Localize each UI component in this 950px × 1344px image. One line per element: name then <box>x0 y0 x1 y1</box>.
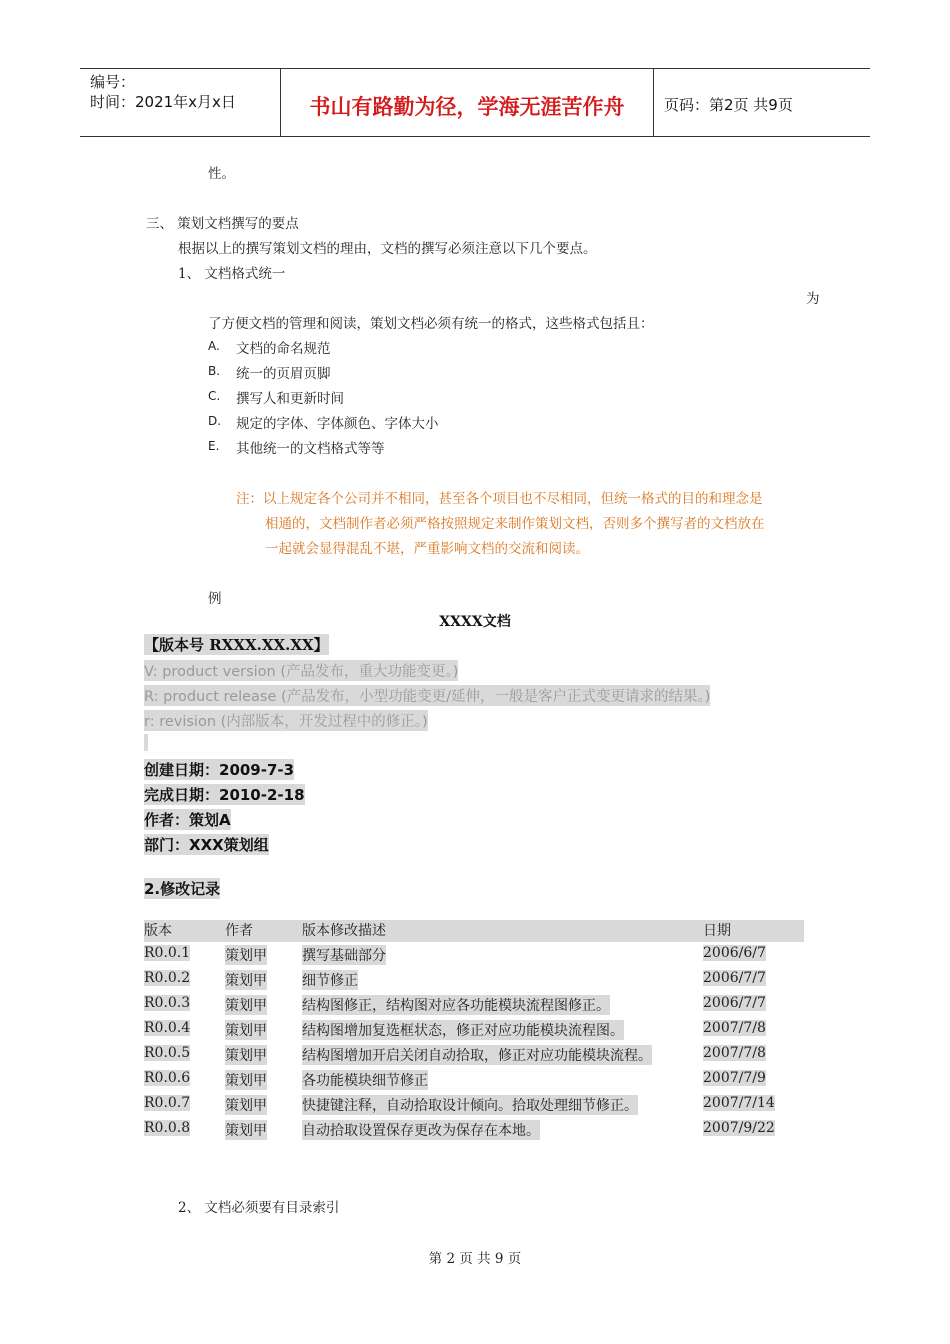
version-line: 【版本号 RXXX.XX.XX】 <box>144 636 329 654</box>
cell-author: 策划甲 <box>225 970 267 990</box>
column-header: 作者 <box>225 923 253 939</box>
header-number: 编号： <box>90 73 136 91</box>
list-letter: B. <box>208 364 221 378</box>
cell-description: 结构图增加复选框状态，修正对应功能模块流程图。 <box>302 1020 624 1040</box>
created-date: 创建日期：2009-7-3 <box>144 761 295 779</box>
list-letter: C. <box>208 389 221 403</box>
text-xing: 性。 <box>208 166 235 182</box>
list-text: 文档的命名规范 <box>236 341 331 357</box>
cell-date: 2007/7/9 <box>703 1070 766 1086</box>
header-page-number: 页码：第2页 共9页 <box>664 96 793 114</box>
header-motto-cell <box>281 69 654 136</box>
list-text: 其他统一的文档格式等等 <box>236 441 385 457</box>
empty-highlight-line <box>144 734 148 751</box>
list-text: 撰写人和更新时间 <box>236 391 344 407</box>
cell-author: 策划甲 <box>225 1045 267 1065</box>
list-text: 规定的字体、字体颜色、字体大小 <box>236 416 439 432</box>
cell-date: 2007/7/8 <box>703 1045 766 1061</box>
cell-date: 2006/7/7 <box>703 970 766 986</box>
cell-author: 策划甲 <box>225 1120 267 1140</box>
item1-text: 了方便文档的管理和阅读，策划文档必须有统一的格式，这些格式包括且： <box>208 316 654 332</box>
note-line: 相通的，文档制作者必须严格按照规定来制作策划文档，否则多个撰写者的文档放在 <box>265 516 765 532</box>
cell-version: R0.0.2 <box>144 970 191 986</box>
header-time: 时间：2021年x月x日 <box>90 93 236 111</box>
text-wei: 为 <box>806 291 820 307</box>
cell-date: 2006/7/7 <box>703 995 766 1011</box>
cell-date: 2006/6/7 <box>703 945 766 961</box>
cell-version: R0.0.4 <box>144 1020 191 1036</box>
version-note: r: revision (内部版本，开发过程中的修正。) <box>144 710 428 731</box>
section3-intro: 根据以上的撰写策划文档的理由，文档的撰写必须注意以下几个要点。 <box>178 241 597 257</box>
header-info-cell <box>80 69 281 136</box>
cell-description: 快捷键注释，自动拾取设计倾向。拾取处理细节修正。 <box>302 1095 638 1115</box>
cell-description: 结构图修正，结构图对应各功能模块流程图修正。 <box>302 995 610 1015</box>
example-label: 例 <box>208 591 222 607</box>
cell-author: 策划甲 <box>225 1070 267 1090</box>
cell-description: 各功能模块细节修正 <box>302 1070 428 1090</box>
column-header: 日期 <box>703 923 731 939</box>
table-header-row <box>144 920 804 942</box>
section3-title: 三、 策划文档撰写的要点 <box>146 216 299 232</box>
list-letter: E. <box>208 439 220 453</box>
cell-version: R0.0.3 <box>144 995 191 1011</box>
list-text: 统一的页眉页脚 <box>236 366 331 382</box>
note-line: 一起就会显得混乱不堪，严重影响文档的交流和阅读。 <box>265 541 589 557</box>
cell-date: 2007/7/14 <box>703 1095 775 1111</box>
cell-description: 细节修正 <box>302 970 358 990</box>
list-letter: A. <box>208 339 220 353</box>
page-header <box>80 68 870 137</box>
item2-title: 2、 文档必须要有目录索引 <box>178 1200 340 1216</box>
cell-version: R0.0.7 <box>144 1095 191 1111</box>
note-line: 注：以上规定各个公司并不相同，甚至各个项目也不尽相同，但统一格式的目的和理念是 <box>236 491 763 507</box>
cell-version: R0.0.1 <box>144 945 191 961</box>
cell-description: 自动拾取设置保存更改为保存在本地。 <box>302 1120 540 1140</box>
cell-author: 策划甲 <box>225 995 267 1015</box>
header-motto: 书山有路勤为径，学海无涯苦作舟 <box>309 95 625 119</box>
column-header: 版本 <box>144 923 172 939</box>
header-page-cell <box>654 69 870 136</box>
cell-author: 策划甲 <box>225 945 267 965</box>
version-note: V: product version (产品发布，重大功能变更。) <box>144 660 458 681</box>
cell-version: R0.0.8 <box>144 1120 191 1136</box>
revision-title: 2.修改记录 <box>144 880 221 898</box>
cell-date: 2007/7/8 <box>703 1020 766 1036</box>
version-note: R: product release (产品发布，小型功能变更/延伸，一般是客户正式变更请求的结果。) <box>144 685 710 706</box>
author: 作者：策划A <box>144 811 231 829</box>
cell-date: 2007/9/22 <box>703 1120 775 1136</box>
department: 部门：XXX策划组 <box>144 836 269 854</box>
cell-author: 策划甲 <box>225 1095 267 1115</box>
page-footer: 第 2 页 共 9 页 <box>428 1251 522 1267</box>
completed-date: 完成日期：2010-2-18 <box>144 786 305 804</box>
cell-author: 策划甲 <box>225 1020 267 1040</box>
cell-version: R0.0.5 <box>144 1045 191 1061</box>
cell-description: 结构图增加开启关闭自动拾取，修正对应功能模块流程。 <box>302 1045 652 1065</box>
doc-title: XXXX文档 <box>439 614 511 630</box>
item1-title: 1、 文档格式统一 <box>178 266 286 282</box>
cell-description: 撰写基础部分 <box>302 945 386 965</box>
cell-version: R0.0.6 <box>144 1070 191 1086</box>
list-letter: D. <box>208 414 222 428</box>
column-header: 版本修改描述 <box>302 923 386 939</box>
